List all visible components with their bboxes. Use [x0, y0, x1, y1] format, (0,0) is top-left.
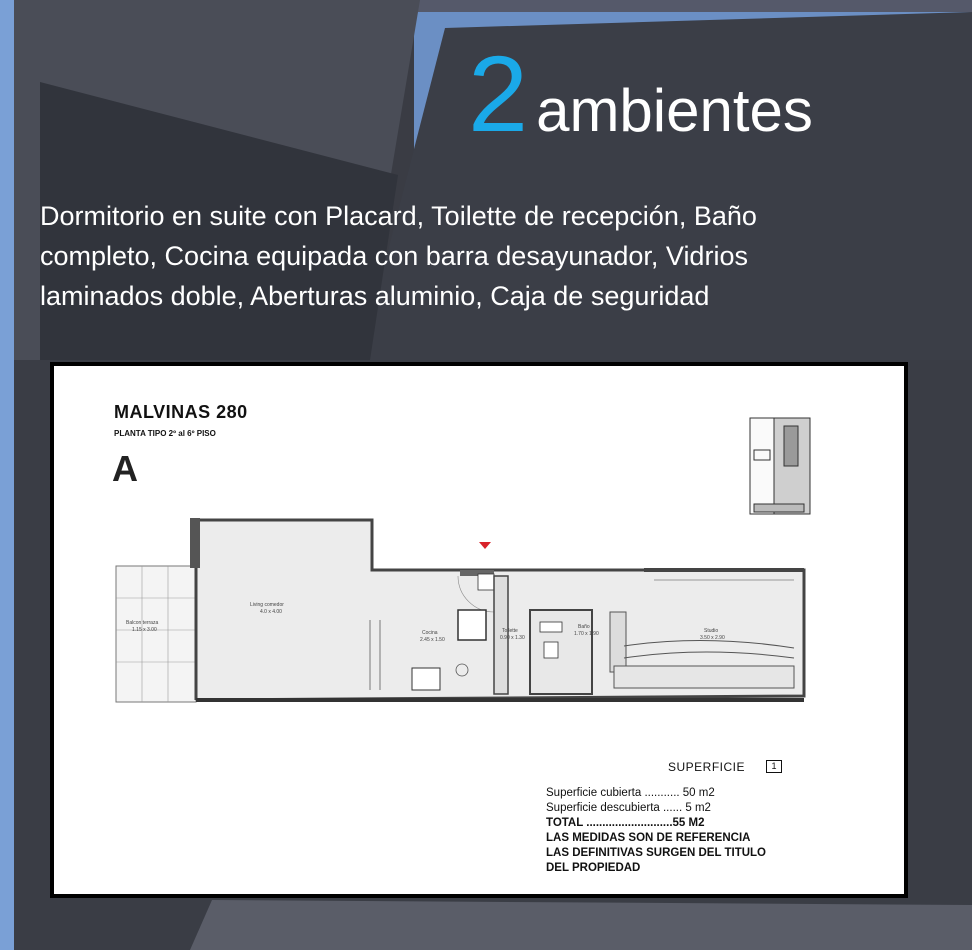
superficie-icon: 1 [766, 760, 782, 773]
entrance-marker [479, 542, 491, 549]
features-text [40, 196, 920, 316]
room-label-studio: Studio [704, 628, 719, 634]
unit-plan [116, 518, 804, 702]
room-size-bath: 1.70 x 1.90 [574, 631, 599, 637]
superficie-note: DEL PROPIEDAD [546, 862, 641, 874]
room-label-toilette: Toilette [502, 628, 518, 634]
features-line: Dormitorio en suite con Placard, Toilette de recepción, Baño [40, 201, 757, 231]
superficie-line: Superficie cubierta ........... 50 m2 [546, 787, 715, 799]
features-line: completo, Cocina equipada con barra desayunador, Vidrios [40, 241, 748, 271]
headline-word: ambientes [536, 77, 813, 144]
superficie-note: LAS MEDIDAS SON DE REFERENCIA [546, 832, 751, 844]
superficie-list [546, 786, 766, 876]
room-label-living: Living comedor [250, 602, 284, 608]
superficie-heading: SUPERFICIE [668, 760, 746, 774]
headline-number: 2 [468, 33, 529, 154]
superficie-note: LAS DEFINITIVAS SURGEN DEL TITULO [546, 847, 766, 859]
superficie-line: Superficie descubierta ...... 5 m2 [546, 802, 711, 814]
room-size-living: 4.0 x 4.00 [260, 609, 282, 615]
floor-plan-drawing [54, 366, 904, 894]
floor-plan-card [50, 362, 908, 898]
headline [468, 33, 813, 154]
room-size-toilette: 0.90 x 1.30 [500, 635, 525, 641]
room-label-kitchen: Cocina [422, 630, 438, 636]
room-label-balcony: Balcon terraza [126, 620, 159, 626]
location-key-plan [750, 418, 810, 514]
plan-subtitle: PLANTA TIPO 2º al 6º PISO [114, 429, 216, 438]
building-name: MALVINAS 280 [114, 402, 248, 422]
superficie-total: TOTAL ...........................55 M2 [546, 817, 705, 829]
unit-letter: A [112, 448, 138, 489]
room-size-kitchen: 2.45 x 1.50 [420, 637, 445, 643]
room-size-studio: 3.50 x 2.90 [700, 635, 725, 641]
room-size-balcony: 1.15 x 3.00 [132, 627, 157, 633]
features-line: laminados doble, Aberturas aluminio, Caja de seguridad [40, 281, 710, 311]
room-label-bath: Baño [578, 624, 590, 630]
